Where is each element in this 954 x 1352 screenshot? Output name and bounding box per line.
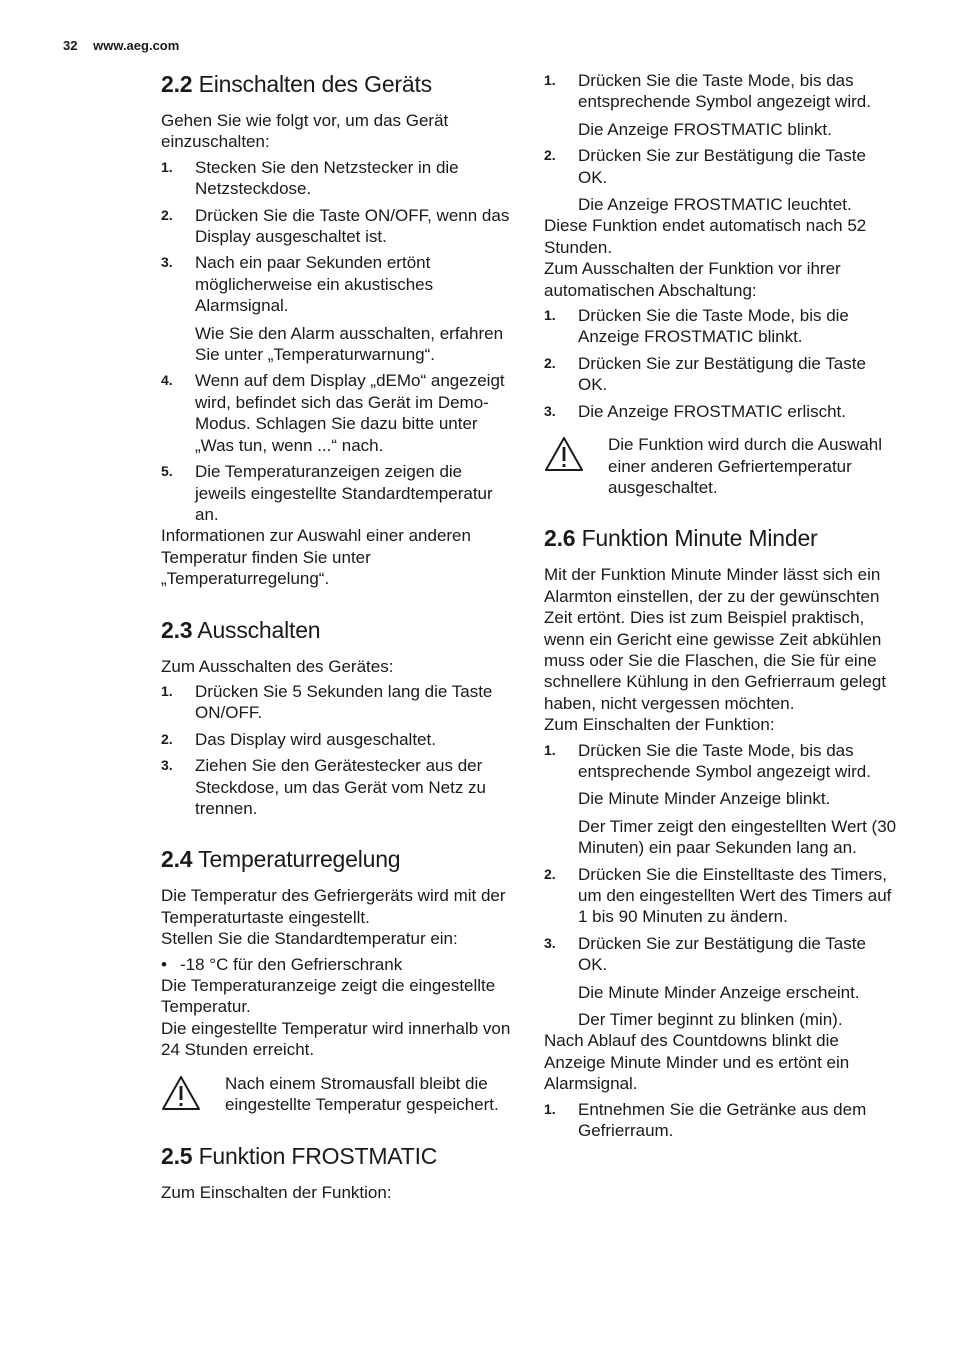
step-item: 3. Ziehen Sie den Gerätestecker aus der Steckdose, um das Gerät vom Netz zu trennen. [161, 756, 487, 818]
step-item: 3. Drücken Sie zur Bestätigung die Taste OK. [544, 933, 866, 975]
paragraph: Die eingestellte Temperatur wird innerhalb von 24 Stunden erreicht. [161, 1018, 511, 1060]
step-list [544, 145, 898, 188]
step-item: 1. Drücken Sie 5 Sekunden lang die Taste ON/OFF. [161, 681, 493, 723]
section-2-4 [161, 845, 513, 1115]
step-list [544, 1099, 898, 1142]
step-item: 1. Drücken Sie die Taste Mode, bis die Anzeige FROSTMATIC blinkt. [544, 306, 849, 347]
section-2-6 [544, 524, 898, 1141]
paragraph: Nach Ablauf des Countdowns blinkt die Anzeige Minute Minder und es ertönt ein Alarmsignal. [544, 1031, 850, 1094]
step-item: 5. Die Temperaturanzeigen zeigen die jeweils eingestellte Standardtemperatur an. [161, 462, 493, 524]
step-list [544, 70, 898, 113]
paragraph: Mit der Funktion Minute Minder lässt sich ein Alarmton einstellen, der zu der gewünschten Zeit ertönt. Dies ist zum Beispiel praktisch, wenn ein Gericht eine gewisse Zeit abkühlen muss oder Sie die Flaschen, die Sie für eine schnellere Kühlung in den Gefrierraum gelegt haben, nicht vergessen möchten. [544, 565, 887, 713]
step-note: Wie Sie den Alarm ausschalten, erfahren Sie unter „Temperaturwarnung“. [195, 323, 504, 365]
step-list [161, 157, 513, 317]
step-note: Die Anzeige FROSTMATIC blinkt. [578, 119, 832, 139]
section-2-5 [161, 1142, 513, 1203]
step-item: 3. Die Anzeige FROSTMATIC erlischt. [544, 401, 846, 421]
step-item: 1. Drücken Sie die Taste Mode, bis das entsprechende Symbol angezeigt wird. [544, 71, 871, 112]
warning-text: Nach einem Stromausfall bleibt die eingestellte Temperatur gespeichert. [225, 1073, 499, 1115]
section-heading: 2.3 Ausschalten [161, 616, 321, 643]
section-2-2 [161, 70, 513, 590]
step-note: Die Anzeige FROSTMATIC leuchtet. [578, 195, 852, 215]
step-item: 2. Drücken Sie zur Bestätigung die Taste OK. [544, 353, 866, 395]
step-item: 1. Entnehmen Sie die Getränke aus dem Gefrierraum. [544, 1099, 867, 1141]
step-item: 1. Drücken Sie die Taste Mode, bis das entsprechende Symbol angezeigt wird. [544, 740, 871, 781]
section-heading: 2.5 Funktion FROSTMATIC [161, 1142, 438, 1169]
step-note: Die Minute Minder Anzeige blinkt. [578, 789, 831, 809]
step-item: 2. Drücken Sie die Taste ON/OFF, wenn das Display ausgeschaltet ist. [161, 205, 510, 247]
step-note: Die Minute Minder Anzeige erscheint. [578, 982, 860, 1002]
paragraph: Zum Ausschalten der Funktion vor ihrer automatischen Abschaltung: [544, 259, 841, 300]
paragraph: Zum Einschalten der Funktion: [161, 1182, 392, 1202]
paragraph: Die Temperaturanzeige zeigt die eingestellte Temperatur. [161, 976, 496, 1017]
paragraph: Gehen Sie wie folgt vor, um das Gerät einzuschalten: [161, 111, 449, 152]
paragraph: Zum Einschalten der Funktion: [544, 715, 775, 735]
step-item: 2. Das Display wird ausgeschaltet. [161, 729, 436, 749]
warning-icon [161, 1073, 225, 1116]
warning-note [544, 434, 898, 498]
paragraph: Informationen zur Auswahl einer anderen Temperatur finden Sie unter „Temperaturregelung“. [161, 526, 471, 589]
step-item: 2. Drücken Sie die Einstelltaste des Timers, um den eingestellten Wert des Timers auf 1 bis 90 Minuten zu ändern. [544, 864, 892, 927]
page-number: 32 [63, 38, 78, 53]
step-note: Der Timer zeigt den eingestellten Wert (30 Minuten) ein paar Sekunden lang an. [578, 816, 897, 858]
paragraph: Stellen Sie die Standardtemperatur ein: [161, 929, 458, 949]
warning-text: Die Funktion wird durch die Auswahl einer anderen Gefriertemperatur ausgeschaltet. [608, 435, 883, 497]
warning-icon [544, 434, 608, 498]
right-column [544, 70, 898, 1146]
bullet-item: • -18 °C für den Gefrierschrank [161, 954, 403, 974]
warning-note [161, 1073, 513, 1116]
step-item: 4. Wenn auf dem Display „dEMo“ angezeigt wird, befindet sich das Gerät im Demo-Modus. Schlagen Sie dazu bitte unter „Was tun, wenn ...“ nach. [161, 371, 505, 455]
website-url: www.aeg.com [93, 38, 180, 53]
left-column [161, 70, 513, 1203]
step-list [544, 740, 898, 783]
step-item: 2. Drücken Sie zur Bestätigung die Taste OK. [544, 146, 866, 187]
paragraph: Diese Funktion endet automatisch nach 52 Stunden. [544, 216, 867, 257]
paragraph: Zum Ausschalten des Gerätes: [161, 656, 394, 676]
step-item: 1. Stecken Sie den Netzstecker in die Netzsteckdose. [161, 157, 459, 199]
section-heading: 2.2 Einschalten des Geräts [161, 71, 432, 97]
step-list [544, 864, 898, 976]
section-heading: 2.6 Funktion Minute Minder [544, 525, 818, 552]
section-2-3 [161, 616, 513, 820]
step-list [161, 370, 513, 525]
page-header [63, 38, 179, 53]
step-list [161, 681, 513, 819]
step-list [544, 305, 898, 422]
section-heading: 2.4 Temperaturregelung [161, 846, 401, 873]
paragraph: Die Temperatur des Gefriergeräts wird mit der Temperaturtaste eingestellt. [161, 886, 506, 927]
step-item: 3. Nach ein paar Sekunden ertönt möglicherweise ein akustisches Alarmsignal. [161, 253, 434, 316]
step-note: Der Timer beginnt zu blinken (min). [578, 1010, 843, 1030]
